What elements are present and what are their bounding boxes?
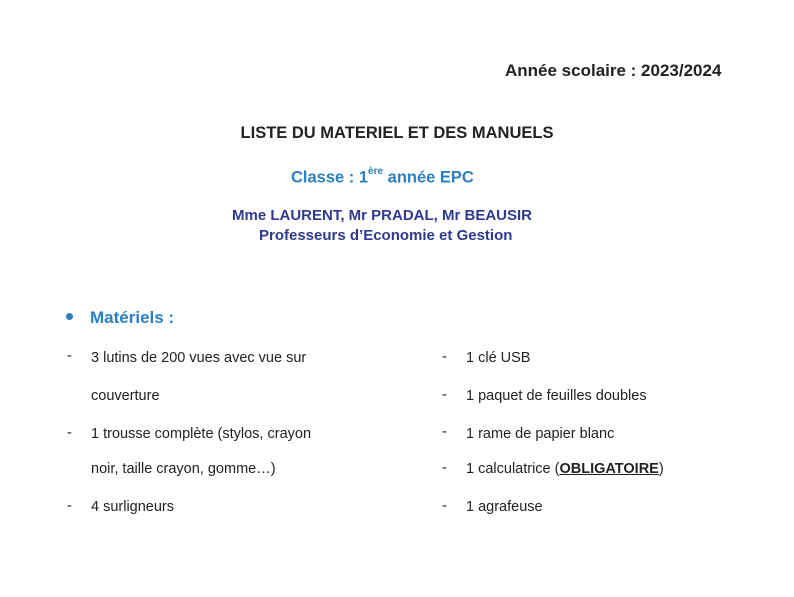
list-dash: -	[442, 460, 447, 476]
class-superscript: ère	[368, 166, 384, 177]
school-year: Année scolaire : 2023/2024	[505, 61, 722, 80]
list-dash: -	[442, 424, 447, 440]
class-suffix: année EPC	[383, 168, 474, 187]
list-dash: -	[67, 425, 72, 441]
list-item: 4 surligneurs	[91, 499, 175, 515]
item-text: )	[658, 461, 664, 477]
list-item: 1 rame de papier blanc	[466, 426, 615, 442]
list-dash: -	[442, 387, 447, 403]
list-item: 1 agrafeuse	[466, 499, 543, 515]
list-dash: -	[67, 348, 72, 364]
class-heading	[291, 168, 474, 188]
list-dash: -	[442, 349, 447, 365]
list-item: 1 trousse complète (stylos, crayon	[91, 426, 312, 442]
list-item: 1 paquet de feuilles doubles	[466, 388, 647, 404]
page-title: LISTE DU MATERIEL ET DES MANUELS	[240, 124, 554, 142]
class-prefix: Classe : 1	[291, 168, 369, 187]
list-item-continuation: couverture	[91, 388, 160, 404]
list-dash: -	[442, 498, 447, 514]
emphasis-text: OBLIGATOIRE	[559, 461, 659, 477]
item-text: 1 calculatrice (	[466, 461, 560, 477]
list-dash: -	[67, 498, 72, 514]
list-item	[466, 461, 664, 477]
section-title: Matériels :	[90, 308, 175, 327]
list-item: 1 clé USB	[466, 350, 531, 366]
teacher-subject: Professeurs d’Economie et Gestion	[259, 227, 513, 244]
teacher-names: Mme LAURENT, Mr PRADAL, Mr BEAUSIR	[232, 207, 533, 224]
list-item: 3 lutins de 200 vues avec vue sur	[91, 350, 307, 366]
list-item-continuation: noir, taille crayon, gomme…)	[91, 461, 276, 477]
section-heading	[66, 308, 174, 328]
bullet-icon	[66, 313, 73, 320]
